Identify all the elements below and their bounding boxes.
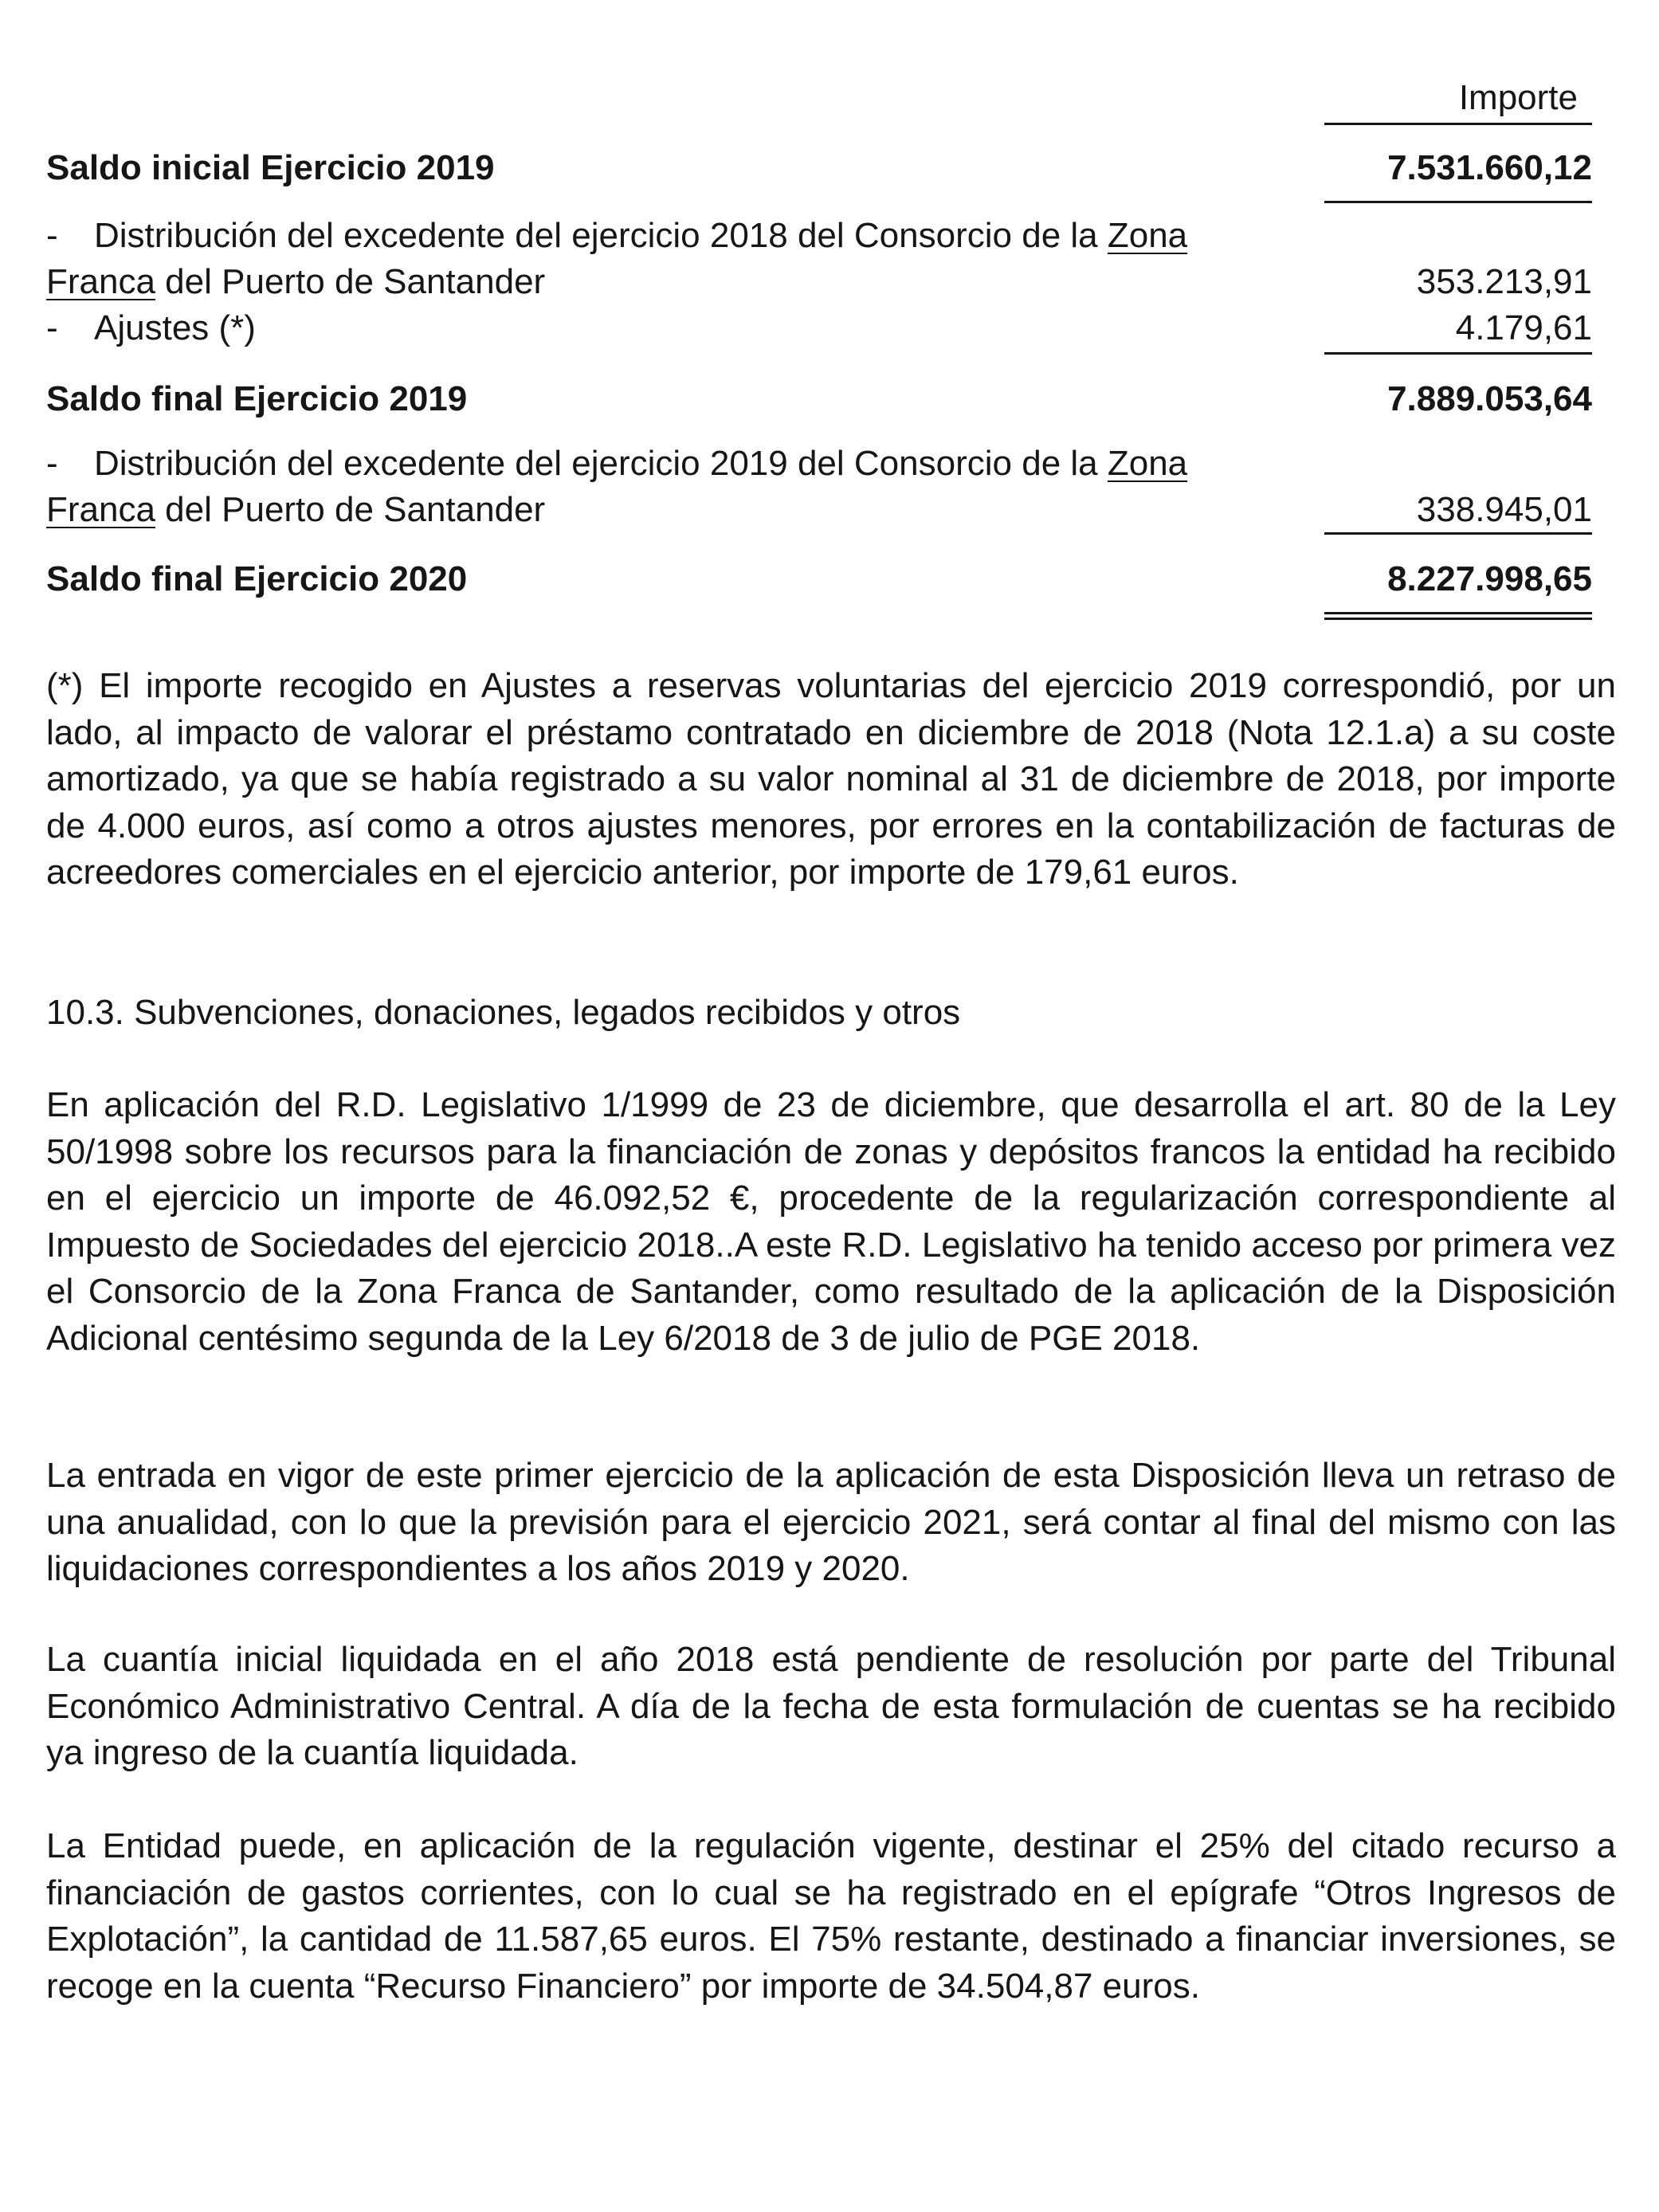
row-label-saldo-final-2019: Saldo final Ejercicio 2019 [46,379,468,418]
row-rule [1324,352,1592,355]
row-value-saldo-final-2020: 8.227.998,65 [1387,559,1592,598]
row-value-ajustes: 4.179,61 [1455,308,1592,347]
row-label-saldo-final-2020: Saldo final Ejercicio 2020 [46,559,468,598]
row-value-saldo-inicial-2019: 7.531.660,12 [1387,148,1592,187]
row-bullet: - [46,216,58,255]
row-bullet: - [46,308,58,347]
row-value-distribucion-2018: 353.213,91 [1416,262,1592,301]
row-value-saldo-final-2019: 7.889.053,64 [1387,379,1592,418]
header-rule [1324,123,1592,125]
paragraph-entrada-en-vigor: La entrada en vigor de este primer ejercicio de la aplicación de esta Disposición lleva un retraso de una anualidad, con lo que la previsión para el ejercicio 2021, será contar al final del mismo con las liquidaciones correspondientes a los años 2019 y 2020. [46,1456,1616,1588]
row-label-distribucion-2019-line2: Franca del Puerto de Santander [46,490,546,529]
row-label-distribucion-2019-line1: Distribución del excedente del ejercicio 2019 del Consorcio de la Zona [94,444,1188,483]
franca-link: Franca [46,262,155,301]
double-rule-bottom [1324,618,1592,620]
row-bullet: - [46,444,58,483]
paragraph-cuantia-inicial: La cuantía inicial liquidada en el año 2018 está pendiente de resolución por parte del Tribunal Económico Administrativo Central. A día de la fecha de esta formulación de cuentas se ha recibido ya ingreso de la cuantía liquidada. [46,1640,1616,1772]
paragraph-rd-legislativo: En aplicación del R.D. Legislativo 1/1999 de 23 de diciembre, que desarrolla el art. 80 de la Ley 50/1998 sobre los recursos para la financiación de zonas y depósitos francos la entidad ha recibido en el ejercicio un importe de 46.092,52 €, procedente de la regularización correspondiente al Impuesto de Sociedades del ejercicio 2018..A este R.D. Legislativo ha tenido acceso por primera vez el Consorcio de la Zona Franca de Santander, como resultado de la aplicación de la Disposición Adicional centésimo segunda de la Ley 6/2018 de 3 de julio de PGE 2018. [46,1085,1616,1358]
franca-link: Franca [46,490,155,529]
row-label-distribucion-2018-line1: Distribución del excedente del ejercicio 2018 del Consorcio de la Zona [94,216,1188,255]
row-value-distribucion-2019: 338.945,01 [1416,490,1592,529]
importe-column-header: Importe [1458,78,1578,117]
row-rule [1324,532,1592,535]
row-label-saldo-inicial-2019: Saldo inicial Ejercicio 2019 [46,148,495,187]
adjustments-footnote: (*) El importe recogido en Ajustes a reservas voluntarias del ejercicio 2019 correspondió, por un lado, al impacto de valorar el préstamo contratado en diciembre de 2018 (Nota 12.1.a) a su coste amortizado, ya que se había registrado a su valor nominal al 31 de diciembre de 2018, por importe de 4.000 euros, así como a otros ajustes menores, por errores en la contabilización de facturas de acreedores comerciales en el ejercicio anterior, por importe de 179,61 euros. [46,666,1616,892]
row-label-distribucion-2018-line2: Franca del Puerto de Santander [46,262,546,301]
section-heading-10-3: 10.3. Subvenciones, donaciones, legados recibidos y otros [46,993,961,1032]
zona-link: Zona [1107,444,1188,483]
row-label-ajustes: Ajustes (*) [94,308,256,347]
double-rule-top [1324,612,1592,614]
paragraph-destino-recurso: La Entidad puede, en aplicación de la regulación vigente, destinar el 25% del citado recurso a financiación de gastos corrientes, con lo cual se ha registrado en el epígrafe “Otros Ingresos de Explotación”, la cantidad de 11.587,65 euros. El 75% restante, destinado a financiar inversiones, se recoge en la cuenta “Recurso Financiero” por importe de 34.504,87 euros. [46,1826,1616,2006]
row-rule [1324,201,1592,203]
zona-link: Zona [1107,216,1188,255]
